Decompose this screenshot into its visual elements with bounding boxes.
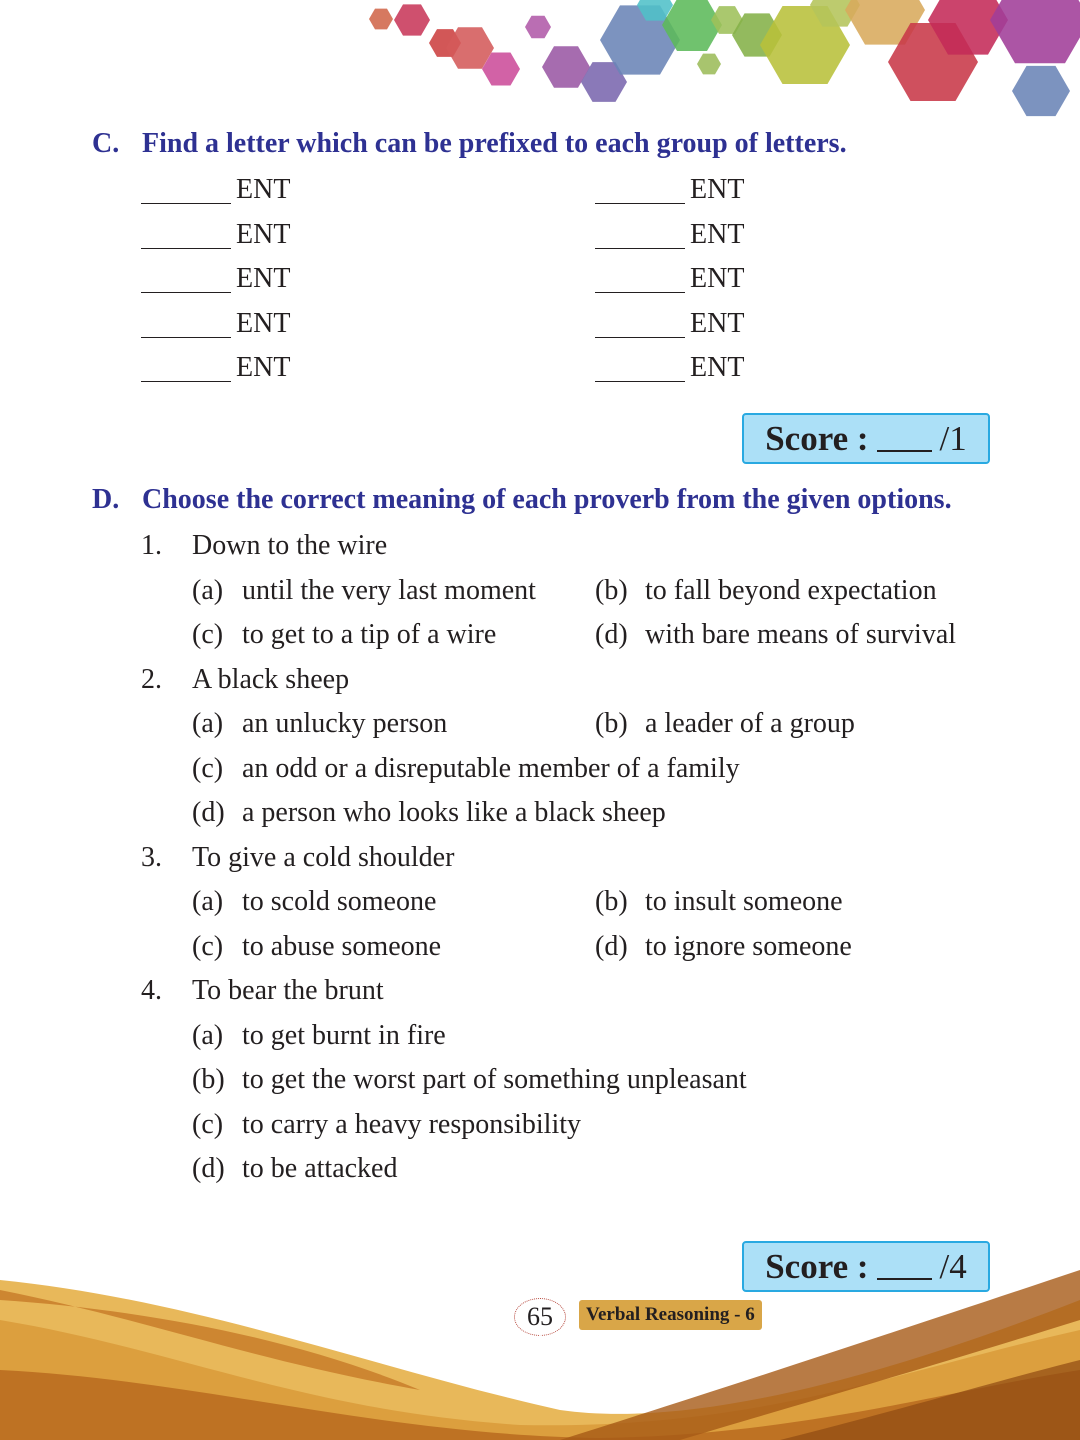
- option-key[interactable]: (c): [192, 752, 224, 784]
- option-text[interactable]: until the very last moment: [242, 574, 536, 606]
- word-left: ENT: [236, 307, 291, 339]
- section-d-instruction: Choose the correct meaning of each proverb from the given options.: [142, 484, 952, 515]
- option-text[interactable]: to get burnt in fire: [242, 1019, 446, 1051]
- section-c-heading: [92, 128, 847, 160]
- option-key[interactable]: (a): [192, 574, 224, 606]
- hexagon-shape: [394, 4, 430, 35]
- word-right: ENT: [690, 218, 745, 250]
- score-total: /4: [939, 1246, 967, 1286]
- option-key[interactable]: (b): [595, 886, 628, 917]
- option-text[interactable]: to insult someone: [645, 886, 843, 917]
- option-text[interactable]: to get the worst part of something unpleasant: [242, 1064, 747, 1095]
- answer-blank-left[interactable]: [141, 337, 231, 338]
- hexagon-shape: [990, 0, 1080, 63]
- question-number: 4.: [141, 975, 162, 1006]
- option-key[interactable]: (d): [192, 1153, 225, 1184]
- option-key[interactable]: (a): [192, 1019, 224, 1051]
- option-text[interactable]: with bare means of survival: [645, 619, 957, 650]
- word-right: ENT: [690, 174, 745, 205]
- section-d-letter: D.: [92, 484, 120, 515]
- hexagon-shape: [697, 54, 721, 75]
- hexagon-shape: [525, 16, 551, 39]
- question-number: 2.: [141, 663, 162, 695]
- score-blank[interactable]: [877, 426, 932, 452]
- hexagon-shape: [1012, 66, 1070, 116]
- answer-blank-right[interactable]: [595, 337, 685, 338]
- option-key[interactable]: (c): [192, 1108, 224, 1140]
- option-key[interactable]: (a): [192, 886, 224, 917]
- word-right: ENT: [690, 352, 745, 383]
- option-text[interactable]: a person who looks like a black sheep: [242, 797, 666, 828]
- answer-blank-right[interactable]: [595, 203, 685, 204]
- score-blank[interactable]: [877, 1254, 932, 1280]
- answer-blank-left[interactable]: [141, 203, 231, 204]
- option-key[interactable]: (c): [192, 930, 224, 962]
- question-number: 1.: [141, 530, 162, 561]
- answer-blank-right[interactable]: [595, 381, 685, 382]
- option-text[interactable]: an unlucky person: [242, 708, 448, 739]
- question-text: To bear the brunt: [192, 975, 384, 1006]
- answer-blank-right[interactable]: [595, 292, 685, 293]
- word-left: ENT: [236, 174, 291, 205]
- option-key[interactable]: (a): [192, 708, 224, 739]
- section-c-instruction: Find a letter which can be prefixed to each group of letters.: [142, 128, 847, 159]
- answer-blank-left[interactable]: [141, 292, 231, 293]
- option-key[interactable]: (c): [192, 619, 224, 650]
- question-text: To give a cold shoulder: [192, 841, 455, 873]
- word-left: ENT: [236, 352, 291, 383]
- option-text[interactable]: to be attacked: [242, 1153, 398, 1184]
- option-text[interactable]: an odd or a disreputable member of a family: [242, 752, 740, 784]
- hexagon-shape: [369, 9, 393, 30]
- answer-blank-right[interactable]: [595, 248, 685, 249]
- word-left: ENT: [236, 218, 291, 250]
- option-text[interactable]: to carry a heavy responsibility: [242, 1108, 582, 1140]
- section-c-letter: C.: [92, 128, 120, 159]
- option-key[interactable]: (b): [192, 1064, 225, 1095]
- question-text: A black sheep: [192, 663, 350, 695]
- option-key[interactable]: (b): [595, 708, 628, 739]
- option-key[interactable]: (d): [595, 930, 628, 962]
- answer-blank-left[interactable]: [141, 248, 231, 249]
- option-text[interactable]: to scold someone: [242, 886, 437, 917]
- option-text[interactable]: to get to a tip of a wire: [242, 619, 497, 650]
- answer-blank-left[interactable]: [141, 381, 231, 382]
- word-left: ENT: [236, 263, 291, 294]
- section-c-score-box: [742, 413, 990, 464]
- question-text: Down to the wire: [192, 530, 388, 561]
- word-right: ENT: [690, 263, 745, 294]
- score-total: /1: [939, 418, 967, 458]
- option-text[interactable]: to fall beyond expectation: [645, 574, 937, 606]
- score-label: Score :: [765, 1246, 869, 1286]
- option-text[interactable]: to abuse someone: [242, 930, 442, 962]
- decorative-hexagons: [0, 0, 1080, 130]
- page-number: 65: [514, 1298, 566, 1336]
- book-title: Verbal Reasoning - 6: [579, 1300, 762, 1330]
- section-d-heading: [92, 484, 952, 516]
- question-number: 3.: [141, 841, 162, 873]
- word-right: ENT: [690, 307, 745, 339]
- option-text[interactable]: a leader of a group: [645, 708, 855, 739]
- option-key[interactable]: (d): [595, 619, 628, 650]
- option-key[interactable]: (d): [192, 797, 225, 828]
- option-key[interactable]: (b): [595, 574, 628, 606]
- score-label: Score :: [765, 418, 869, 458]
- section-d-score-box: [742, 1241, 990, 1292]
- option-text[interactable]: to ignore someone: [645, 930, 852, 962]
